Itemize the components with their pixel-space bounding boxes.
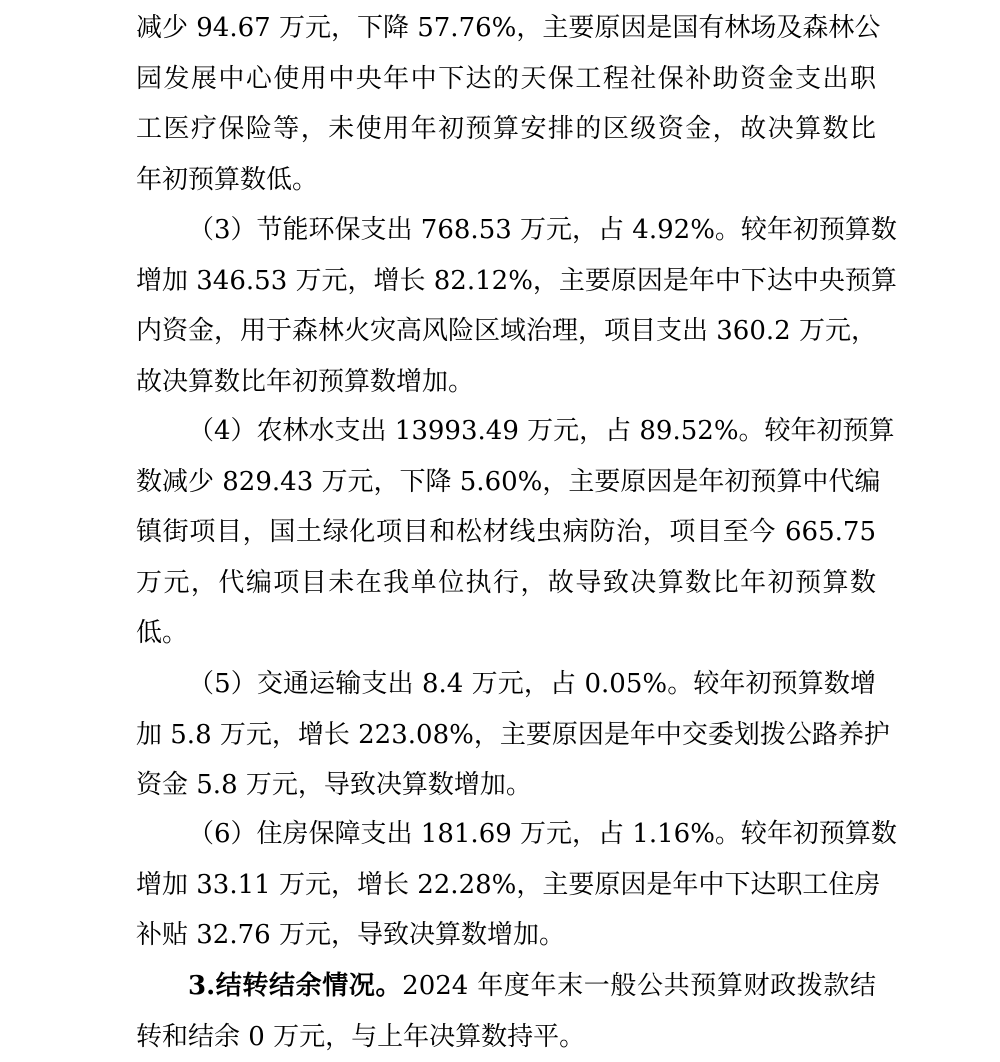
text-line: 年初预算数低。 — [136, 155, 876, 206]
text-line: 补贴 32.76 万元，导致决算数增加。 — [136, 910, 876, 961]
text-line: 低。 — [136, 608, 876, 659]
paragraph-energy-environment — [136, 205, 876, 407]
paragraph-transportation — [136, 659, 876, 811]
text-line: 内资金，用于森林火灾高风险区域治理，项目支出 360.2 万元， — [136, 306, 876, 357]
paragraph-carryover-balance — [136, 961, 876, 1062]
paragraph-agriculture-forestry-water — [136, 406, 876, 659]
text-line: （5）交通运输支出 8.4 万元，占 0.05%。较年初预算数增 — [136, 659, 876, 710]
text-line: 转和结余 0 万元，与上年决算数持平。 — [136, 1012, 876, 1062]
text-line: 镇街项目，国土绿化项目和松材线虫病防治，项目至今 665.75 — [136, 507, 876, 558]
section-heading: 3.结转结余情况。 — [188, 971, 402, 1001]
text-line-tail: 2024 年度年末一般公共预算财政拨款结 — [402, 971, 876, 1001]
text-line: 资金 5.8 万元，导致决算数增加。 — [136, 760, 876, 811]
text-line: 增加 33.11 万元，增长 22.28%，主要原因是年中下达职工住房 — [136, 860, 876, 911]
text-line: 工医疗保险等，未使用年初预算安排的区级资金，故决算数比 — [136, 104, 876, 155]
text-line: 数减少 829.43 万元，下降 5.60%，主要原因是年初预算中代编 — [136, 457, 876, 508]
text-line: 加 5.8 万元，增长 223.08%，主要原因是年中交委划拨公路养护 — [136, 710, 876, 761]
text-line: （4）农林水支出 13993.49 万元，占 89.52%。较年初预算 — [136, 406, 876, 457]
text-line: 增加 346.53 万元，增长 82.12%，主要原因是年中下达中央预算 — [136, 256, 876, 307]
text-line: 万元，代编项目未在我单位执行，故导致决算数比年初预算数 — [136, 558, 876, 609]
paragraph-general-public-services-tail — [136, 3, 876, 205]
text-line — [136, 961, 876, 1012]
text-line: 故决算数比年初预算数增加。 — [136, 357, 876, 408]
text-line: 减少 94.67 万元，下降 57.76%，主要原因是国有林场及森林公 — [136, 3, 876, 54]
paragraph-housing-security — [136, 809, 876, 961]
text-line: （3）节能环保支出 768.53 万元，占 4.92%。较年初预算数 — [136, 205, 876, 256]
text-line: （6）住房保障支出 181.69 万元，占 1.16%。较年初预算数 — [136, 809, 876, 860]
text-line: 园发展中心使用中央年中下达的天保工程社保补助资金支出职 — [136, 54, 876, 105]
